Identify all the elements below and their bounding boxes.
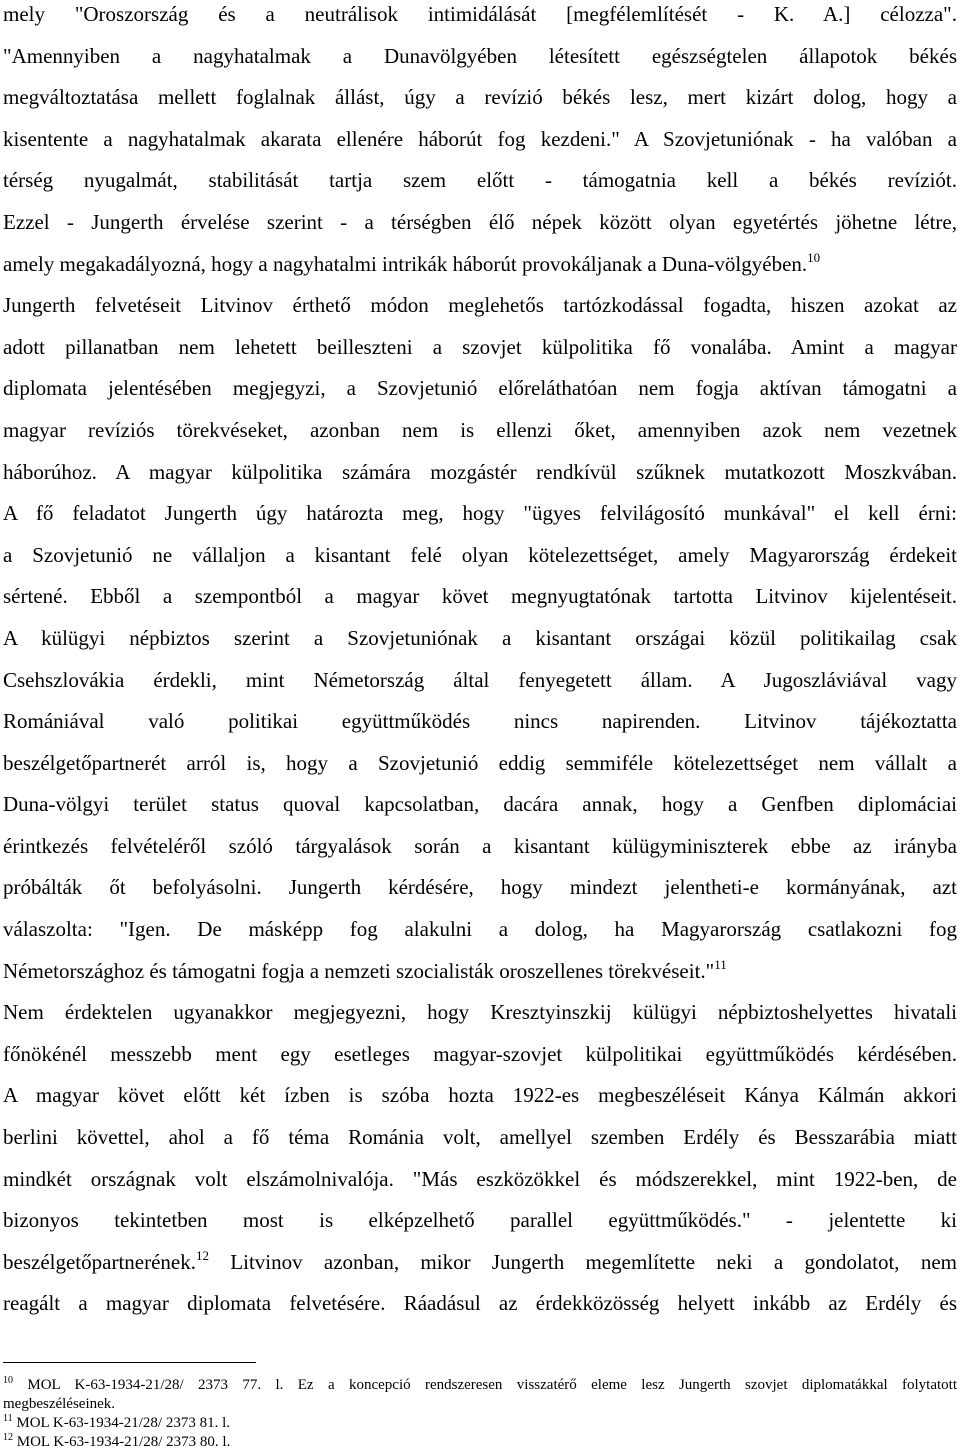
body-line: bizonyos tekintetben most is elképzelhető parallel együttműködés." - jelentette ki xyxy=(3,1208,957,1233)
footnote-item xyxy=(3,1433,957,1452)
body-line: próbálták őt befolyásolni. Jungerth kérdésére, hogy mindezt jelentheti-e kormányának, azt xyxy=(3,875,957,900)
body-line: kisentente a nagyhatalmak akarata ellenére háborút fog kezdeni." A Szovjetuniónak - ha valóban a xyxy=(3,126,957,151)
body-line: a Szovjetunió ne vállaljon a kisantant felé olyan kötelezettséget, amely Magyarország érdekeit xyxy=(3,542,957,567)
body-line: berlini követtel, ahol a fő téma Románia volt, amellyel szemben Erdély és Besszarábia miatt xyxy=(3,1125,957,1150)
footnote-number: 12 xyxy=(3,1432,13,1443)
footnote-item xyxy=(3,1414,957,1433)
footnote-item xyxy=(3,1395,957,1414)
body-line: mely "Oroszország és a neutrálisok intimidálását [megfélemlítését - K. A.] célozza". xyxy=(3,2,957,26)
footnotes xyxy=(3,1376,957,1452)
footnote-reference[interactable]: 12 xyxy=(195,1247,209,1263)
body-line: érintkezés felvételéről szóló tárgyalások során a kisantant külügyminiszterek ebbe az irányba xyxy=(3,833,957,858)
body-line: beszélgetőpartnerét arról is, hogy a Szovjetunió eddig semmiféle kötelezettséget nem vállalt a xyxy=(3,750,957,775)
footnote-divider xyxy=(3,1362,256,1363)
body-text xyxy=(3,0,957,1325)
body-line: magyar revíziós törekvéseket, azonban nem is ellenzi őket, amennyiben azok nem vezetnek xyxy=(3,417,957,442)
body-line-text: beszélgetőpartnerének. xyxy=(3,1249,196,1274)
body-line-text: Litvinov azonban, mikor Jungerth megemlítette neki a gondolatot, nem xyxy=(208,1249,957,1274)
body-line: Romániával való politikai együttműködés nincs napirenden. Litvinov tájékoztatta xyxy=(3,709,957,734)
footnote-item xyxy=(3,1376,957,1395)
footnote-text: MOL K-63-1934-21/28/ 2373 81. l. xyxy=(16,1415,230,1431)
body-line: Jungerth felvetéseit Litvinov érthető módon meglehetős tartózkodással fogadta, hiszen azokat az xyxy=(3,293,957,318)
body-line-text: Németországhoz és támogatni fogja a nemzeti szocialisták oroszellenes törekvéseit." xyxy=(3,958,715,983)
body-line: adott pillanatban nem lehetett beilleszteni a szovjet külpolitika fő vonalába. Amint a magyar xyxy=(3,334,957,359)
body-line: Nem érdektelen ugyanakkor megjegyezni, hogy Kresztyinszkij külügyi népbiztoshelyettes hivatali xyxy=(3,1000,957,1025)
body-line xyxy=(3,1242,957,1284)
body-line: A fő feladatot Jungerth úgy határozta meg, hogy "ügyes felvilágosító munkával" el kell érni: xyxy=(3,501,957,526)
footnote-reference[interactable]: 11 xyxy=(714,956,727,972)
body-line: Ezzel - Jungerth érvelése szerint - a térségben élő népek között olyan egyetértés jöhetne létre, xyxy=(3,209,957,234)
body-line: "Amennyiben a nagyhatalmak a Dunavölgyében létesített egészségtelen állapotok békés xyxy=(3,43,957,68)
footnote-text: MOL K-63-1934-21/28/ 2373 77. l. Ez a koncepció rendszeresen visszatérő eleme lesz Jungerth szovjet diplomatákkal folytatott xyxy=(27,1377,958,1393)
footnote-text: MOL K-63-1934-21/28/ 2373 80. l. xyxy=(16,1434,231,1450)
body-line: főnökénél messzebb ment egy esetleges magyar-szovjet külpolitikai együttműködés kérdésében. xyxy=(3,1041,957,1066)
body-line: diplomata jelentésében megjegyzi, a Szovjetunió előreláthatóan nem fogja aktívan támogatni a xyxy=(3,376,957,401)
body-line: A magyar követ előtt két ízben is szóba hozta 1922-es megbeszéléseit Kánya Kálmán akkori xyxy=(3,1083,957,1108)
footnote-reference[interactable]: 10 xyxy=(807,249,821,265)
footnote-text: megbeszéléseinek. xyxy=(3,1396,116,1412)
body-line: térség nyugalmát, stabilitását tartja szem előtt - támogatnia kell a békés revíziót. xyxy=(3,168,957,193)
body-line: válaszolta: "Igen. De másképp fog alakulni a dolog, ha Magyarország csatlakozni fog xyxy=(3,917,957,942)
footnote-number: 11 xyxy=(3,1413,13,1424)
body-line: háborúhoz. A magyar külpolitika számára mozgástér rendkívül szűknek mutatkozott Moszkvában. xyxy=(3,459,957,484)
body-line-text: amely megakadályozná, hogy a nagyhatalmi intrikák háborút provokáljanak a Duna-völgyében. xyxy=(3,251,808,276)
body-line xyxy=(3,244,957,286)
body-line: reagált a magyar diplomata felvetésére. Ráadásul az érdekközösség helyett inkább az Erdély és xyxy=(3,1291,957,1316)
body-line: A külügyi népbiztos szerint a Szovjetuniónak a kisantant országai közül politikailag csak xyxy=(3,625,957,650)
body-line: sértené. Ebből a szempontból a magyar követ megnyugtatónak tartotta Litvinov kijelentéseit. xyxy=(3,584,957,609)
body-line: mindkét országnak volt elszámolnivalója. "Más eszközökkel és módszerekkel, mint 1922-ben, de xyxy=(3,1166,957,1191)
body-line: megváltoztatása mellett foglalnak állást, úgy a revízió békés lesz, mert kizárt dolog, hogy a xyxy=(3,85,957,110)
body-line: Duna-völgyi terület status quoval kapcsolatban, dacára annak, hogy a Genfben diplomáciai xyxy=(3,792,957,817)
body-line: Csehszlovákia érdekli, mint Németország által fenyegetett állam. A Jugoszláviával vagy xyxy=(3,667,957,692)
body-line xyxy=(3,951,957,993)
footnote-number: 10 xyxy=(3,1375,13,1386)
